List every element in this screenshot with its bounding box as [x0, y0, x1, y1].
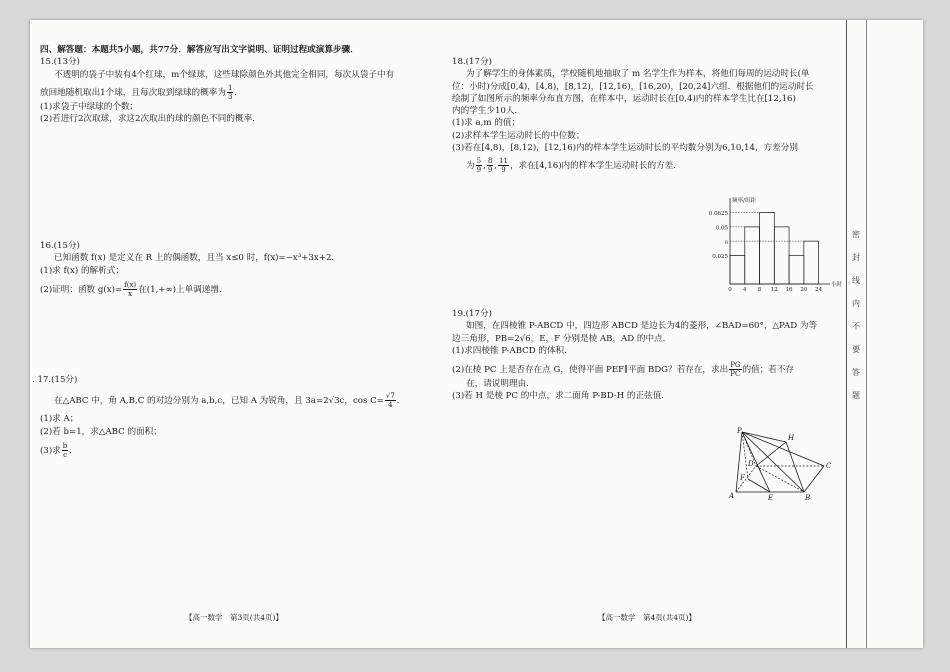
histogram-bar	[789, 255, 804, 284]
seal-char: 封	[852, 253, 860, 262]
q19-text-line1: 如图，在四棱锥 P-ABCD 中，四边形 ABCD 是边长为4的菱形，∠BAD=60°，△PAD 为等	[466, 321, 818, 332]
fraction-one-third: $\frac{1}{3}$	[227, 83, 233, 101]
q18-text-line1: 为了解学生的身体素质，学校随机地抽取了 m 名学生作为样本，将他们每周的运动时长(单	[466, 69, 810, 80]
q16-text-line1: 已知函数 f(x) 是定义在 R 上的偶函数，且当 x≤0 时，f(x)=−x³+3x+2．	[54, 253, 340, 264]
x-tick-label: 20	[800, 287, 808, 293]
q15-sub2: (2)若进行2次取球，求这2次取出的球的颜色不同的概率．	[40, 114, 261, 125]
q17-text-line1: 在△ABC 中，角 A,B,C 的对边分别为 a,b,c，已知 A 为锐角，且 3a=2√3c，cos C= $\frac{√7}{4}$ ．	[54, 392, 406, 410]
question-19	[452, 308, 818, 403]
label-B: B	[805, 494, 811, 502]
section-header: 四、解答题：本题共5小题，共77分．解答应写出文字说明、证明过程或演算步骤．	[40, 45, 359, 55]
x-tick-label: 24	[815, 287, 823, 293]
edge-HD	[756, 442, 786, 466]
question-15	[40, 56, 420, 125]
binding-line-inner	[866, 20, 867, 648]
binding-line-outer	[846, 20, 847, 648]
seal-char: 要	[852, 345, 860, 354]
histogram-bar	[774, 227, 789, 284]
histogram-bar	[760, 213, 775, 284]
y-tick-label: 0.025	[712, 253, 728, 260]
q18-sub3-line2: 为 $\frac{5}{9}$ , $\frac{8}{9}$ , $\frac{11}{9}$ ，求在[4,16)内的样本学生运动时长的方差．	[466, 157, 682, 175]
q19-sub3: (3)若 H 是棱 PC 的中点，求二面角 P-BD-H 的正弦值．	[452, 391, 670, 402]
q15-number: 15.(13分)	[40, 57, 80, 68]
label-E: E	[768, 494, 774, 502]
seal-char: 题	[852, 391, 860, 400]
x-axis-label: 小时	[831, 282, 843, 288]
q18-sub2: (2)求样本学生运动时长的中位数；	[452, 130, 585, 141]
edge-BC	[804, 466, 824, 492]
q15-text-line1: 不透明的袋子中装有4个红球，m个绿球，这些球除颜色外其他完全相同，每次从袋子中有	[54, 69, 395, 80]
question-18	[452, 56, 812, 174]
seal-char: 线	[852, 276, 860, 285]
fraction-11-9: $\frac{11}{9}$	[499, 157, 508, 175]
q17-sub1: (1)求 A；	[40, 414, 79, 425]
q15-sub1: (1)求袋子中绿球的个数；	[40, 101, 139, 112]
edge-PA	[736, 432, 742, 492]
q16-number: 16.(15分)	[40, 241, 80, 251]
y-tick-label: 0.05	[715, 225, 728, 232]
q18-sub3-line1: (3)若在[4,8)，[8,12)，[12,16)内的样本学生运动时长的平均数分别为6,10,14，方差分别	[452, 143, 798, 154]
footer-page-4: 【高一数学 第4页(共4页)】	[598, 613, 696, 622]
fraction-sqrt7-over-4: $\frac{√7}{4}$	[385, 392, 395, 410]
histogram-bar	[745, 227, 760, 284]
label-P: P	[737, 427, 742, 435]
fraction-pg-over-pc: $\frac{PG}{PC}$	[730, 361, 741, 379]
seal-line-notice	[850, 228, 862, 412]
fraction-fx-over-x: $\frac{f(x)}{x}$	[124, 280, 137, 298]
edge-AD-hidden	[736, 466, 756, 492]
footer-page-3: 【高一数学 第3页(共4页)】	[185, 613, 283, 622]
y-tick-label: a	[724, 239, 728, 246]
q18-text-line2: 位：小时)分成[0,4)，[4,8)，[8,12)，[12,16)，[16,20)，[20,24]六组．根据他们的运动时长	[452, 81, 814, 92]
q15-l2-pre: 放回地随机取出1个球，且每次取到绿球的概率为	[40, 87, 226, 98]
x-tick-label: 12	[770, 287, 778, 293]
seal-char: 密	[852, 230, 860, 239]
seal-char: 答	[852, 368, 860, 377]
q18-text-line4: 内的学生少10人．	[452, 106, 524, 117]
q16-sub1: (1)求 f(x) 的解析式；	[40, 265, 124, 276]
fraction-8-9: $\frac{8}{9}$	[487, 157, 493, 175]
pyramid-figure	[728, 428, 840, 504]
edge-PH	[742, 432, 786, 442]
x-tick-label: 4	[743, 287, 747, 293]
question-16	[40, 240, 420, 298]
histogram-bar	[730, 255, 745, 284]
edge-PC	[742, 432, 824, 466]
edge-PE	[742, 432, 770, 492]
q19-sub2-line1: (2)在棱 PC 上是否存在点 G，使得平面 PEF∥平面 BDG？若存在，求出 $\frac{PG}{PC}$ 的值；若不存	[452, 361, 795, 379]
label-H: H	[788, 434, 795, 442]
seal-char: 内	[852, 299, 860, 308]
q19-text-line2: 边三角形，PB=2√6，E，F 分别是棱 AB，AD 的中点．	[452, 333, 672, 344]
q18-text-line3: 绘制了如图所示的频率分布直方图，在样本中，运动时长在[0,4)内的样本学生比在[12,16)	[452, 93, 796, 104]
q17-sub2: (2)若 b=1，求△ABC 的面积；	[40, 426, 162, 437]
x-tick-label: 8	[757, 287, 762, 293]
q18-sub1: (1)求 a,m 的值；	[452, 118, 521, 129]
label-C: C	[826, 462, 832, 470]
fraction-b-over-c: $\frac{b}{c}$	[62, 441, 68, 459]
q19-number: 19.(17分)	[452, 309, 492, 319]
x-tick-label: 16	[785, 287, 793, 293]
frequency-histogram	[700, 196, 843, 294]
x-tick-label: 0	[728, 287, 732, 293]
q17-number: . 17.(15分)	[32, 375, 78, 385]
q18-number: 18.(17分)	[452, 57, 492, 67]
label-F: F	[740, 474, 745, 482]
y-axis-label: 频率/组距	[732, 198, 756, 204]
histogram-bar	[804, 241, 819, 284]
fraction-5-9: $\frac{5}{9}$	[476, 157, 482, 175]
question-17	[32, 374, 420, 459]
q19-sub1: (1)求四棱锥 P-ABCD 的体积．	[452, 345, 573, 356]
label-A: A	[729, 492, 735, 500]
q15-text-line2: 放回地随机取出1个球，且每次取到绿球的概率为 $\frac{1}{3}$ ．	[40, 83, 244, 101]
page-3	[32, 44, 420, 459]
label-D: D	[748, 460, 754, 468]
q17-sub3: (3)求 $\frac{b}{c}$ ．	[40, 441, 78, 459]
edge-HB	[786, 442, 804, 492]
seal-char: 不	[852, 322, 860, 331]
q19-sub2-line2: 在，请说明理由．	[466, 379, 535, 390]
y-tick-label: 0.0625	[708, 211, 728, 218]
q16-sub2: (2)证明：函数 g(x)= $\frac{f(x)}{x}$ 在(1,+∞)上单调递增．	[40, 280, 228, 298]
